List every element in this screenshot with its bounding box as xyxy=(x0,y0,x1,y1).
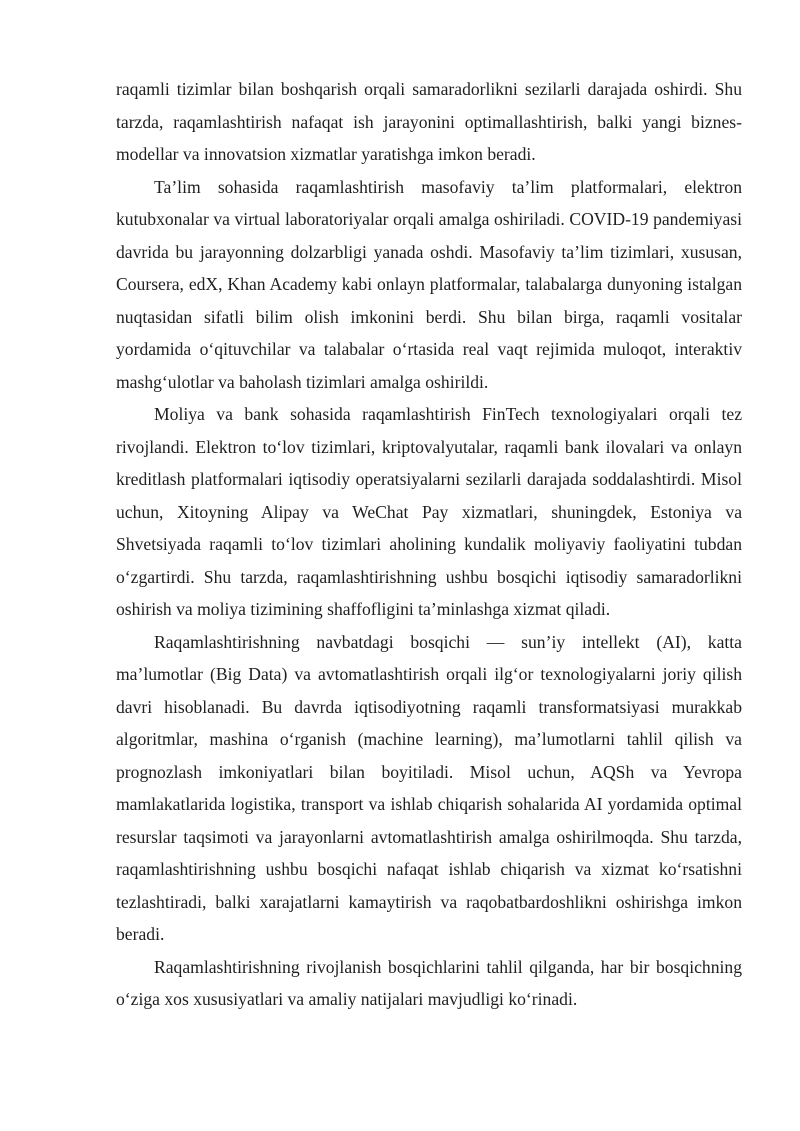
paragraph-finance: Moliya va bank sohasida raqamlashtirish FinTech texnologiyalari orqali tez rivojlandi. Elektron to‘lov tizimlari, kriptovalyutalar, raqamli bank ilovalari va onlayn kreditlash platformalari iqtisodiy operatsiyalarni sezilarli darajada soddalashtirdi. Misol uchun, Xitoyning Alipay va WeChat Pay xizmatlari, shuningdek, Estoniya va Shvetsiyada raqamli to‘lov tizimlari aholining kundalik moliyaviy faoliyatini tubdan o‘zgartirdi. Shu tarzda, raqamlashtirishning ushbu bosqichi iqtisodiy samaradorlikni oshirish va moliya tizimining shaffofligini ta’minlashga xizmat qiladi. xyxy=(116,404,742,619)
paragraph-education: Ta’lim sohasida raqamlashtirish masofaviy ta’lim platformalari, elektron kutubxonalar va virtual laboratoriyalar orqali amalga oshiriladi. COVID-19 pandemiyasi davrida bu jarayonning dolzarbligi yanada oshdi. Masofaviy ta’lim tizimlari, xususan, Coursera, edX, Khan Academy kabi onlayn platformalar, talabalarga dunyoning istalgan nuqtasidan sifatli bilim olish imkonini berdi. Shu bilan birga, raqamli vositalar yordamida o‘qituvchilar va talabalar o‘rtasida real vaqt rejimida muloqot, interaktiv mashg‘ulotlar va baholash tizimlari amalga oshirildi. xyxy=(116,176,742,392)
document-body xyxy=(116,73,742,1016)
paragraph-conclusion: Raqamlashtirishning rivojlanish bosqichlarini tahlil qilganda, har bir bosqichning o‘ziga xos xususiyatlari va amaliy natijalari mavjudligi ko‘rinadi. xyxy=(116,956,742,1009)
paragraph-ai-stage: Raqamlashtirishning navbatdagi bosqichi — sun’iy intellekt (AI), katta ma’lumotlar (Big Data) va avtomatlashtirish orqali ilg‘or texnologiyalarni joriy qilish davri hisoblanadi. Bu davrda iqtisodiyotning raqamli transformatsiyasi murakkab algoritmlar, mashina o‘rganish (machine learning), ma’lumotlarni tahlil qilish va prognozlash imkoniyatlari bilan boyitiladi. Misol uchun, AQSh va Yevropa mamlakatlarida logistika, transport va ishlab chiqarish sohalarida AI yordamida optimal resurslar taqsimoti va jarayonlarni avtomatlashtirish amalga oshirilmoqda. Shu tarzda, raqamlashtirishning ushbu bosqichi nafaqat ishlab chiqarish va xizmat ko‘rsatishni tezlashtiradi, balki xarajatlarni kamaytirish va raqobatbardoshlikni oshirishga imkon beradi. xyxy=(116,631,742,944)
paragraph-continuation: raqamli tizimlar bilan boshqarish orqali samaradorlikni sezilarli darajada oshirdi. Shu tarzda, raqamlashtirish nafaqat ish jarayonini optimallashtirish, balki yangi biznes-modellar va innovatsion xizmatlar yaratishga imkon beradi. xyxy=(116,79,742,164)
